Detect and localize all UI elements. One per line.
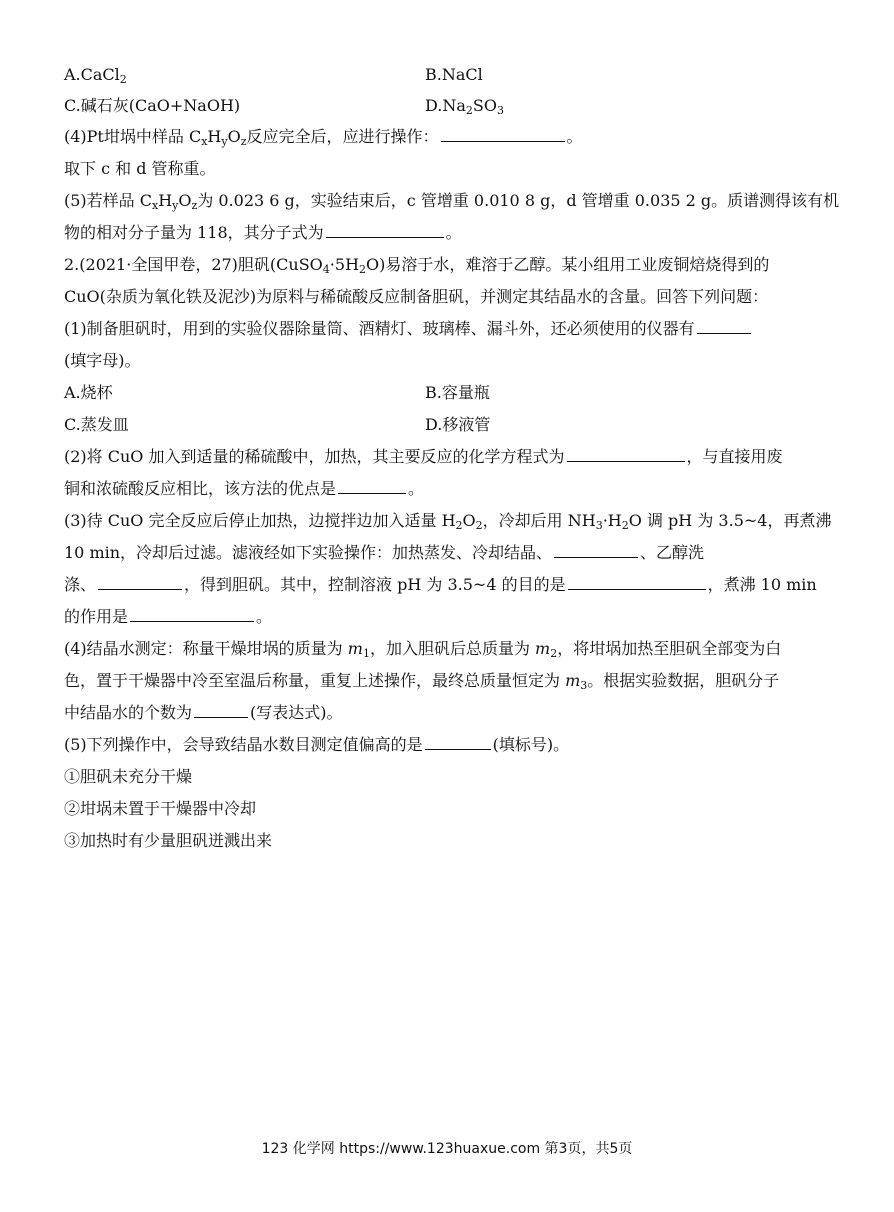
subq-3-line4: 的作用是 。 — [64, 607, 273, 626]
question-4-line1: (4)Pt坩埚中样品 $C_xH_yO_z$反应完全后，应进行操作： 。 — [64, 127, 583, 148]
answer-blank[interactable] — [326, 222, 444, 238]
answer-blank[interactable] — [194, 702, 248, 718]
subq-4-line1: (4)结晶水测定：称量干燥坩埚的质量为 $m_1$，加入胆矾后总质量为 $m_2$，将坩埚加热至胆矾全部变为白 — [64, 639, 782, 660]
subq-1-line1: (1)制备胆矾时，用到的实验仪器除量筒、酒精灯、玻璃棒、漏斗外，还必须使用的仪器有 — [64, 318, 844, 342]
subq-1-line2: (填字母)。 — [64, 351, 141, 370]
subq-1-option-row-ab — [64, 382, 844, 406]
option-c: C.蒸发皿 — [64, 415, 129, 434]
subq-1-option-row-cd — [64, 414, 844, 438]
option-d: D.移液管 — [425, 415, 491, 434]
subq-5-item-2: ②坩埚未置于干燥器中冷却 — [64, 799, 257, 818]
subq-3-line2: 10 min，冷却后过滤。滤液经如下实验操作：加热蒸发、冷却结晶、 、乙醇洗 — [64, 543, 705, 562]
problem-2-intro-line1: 2.(2021·全国甲卷，27)胆矾$(CuSO_4\cdot 5H_2O)$易溶于水，难溶于乙醇。某小组用工业废铜焙烧得到的 — [64, 255, 770, 276]
subq-2-line2: 铜和浓硫酸反应相比，该方法的优点是 。 — [64, 479, 425, 498]
subq-4-line3: 中结晶水的个数为 (写表达式)。 — [64, 703, 343, 722]
answer-blank[interactable] — [441, 126, 565, 142]
subq-2-line1: (2)将 CuO 加入到适量的稀硫酸中，加热，其主要反应的化学方程式为 ，与直接用废 — [64, 447, 783, 466]
subq-3-line3: 涤、 ，得到胆矾。其中，控制溶液 pH 为 3.5~4 的目的是 ，煮沸 10 min — [64, 575, 817, 594]
answer-blank[interactable] — [425, 734, 491, 750]
option-c: C.碱石灰(CaO+NaOH) — [64, 96, 241, 115]
answer-blank[interactable] — [554, 542, 638, 558]
option-a: A.烧杯 — [64, 383, 113, 402]
answer-blank[interactable] — [338, 478, 406, 494]
answer-blank[interactable] — [130, 606, 254, 622]
option-d: $D.Na_2SO_3$ — [425, 96, 504, 117]
question-5-line2: 物的相对分子量为 118，其分子式为 。 — [64, 223, 462, 242]
option-b: B.NaCl — [425, 65, 483, 84]
subq-5-line: (5)下列操作中，会导致结晶水数目测定值偏高的是 (填标号)。 — [64, 735, 570, 754]
answer-blank[interactable] — [568, 574, 706, 590]
answer-blank[interactable] — [697, 318, 751, 334]
problem-2-intro-line2: CuO(杂质为氧化铁及泥沙)为原料与稀硫酸反应制备胆矾，并测定其结晶水的含量。回答下列问题： — [64, 287, 769, 306]
subq-3-line1: (3)待 CuO 完全反应后停止加热，边搅拌边加入适量 $H_2O_2$，冷却后用 $NH_3\cdot H_2O$ 调 pH 为 3.5~4，再煮沸 — [64, 511, 832, 532]
answer-blank[interactable] — [567, 446, 685, 462]
subq-5-item-3: ③加热时有少量胆矾迸溅出来 — [64, 831, 273, 850]
subq-5-item-1: ①胆矾未充分干燥 — [64, 767, 193, 786]
answer-blank[interactable] — [98, 574, 182, 590]
option-a: A.CaCl$_2$ — [64, 65, 127, 86]
page-footer: 123 化学网 https://www.123huaxue.com 第3页，共5页 — [261, 1141, 633, 1157]
question-4-line2: 取下 c 和 d 管称重。 — [64, 159, 216, 178]
option-row-cd — [64, 95, 844, 119]
subq-4-line2: 色，置于干燥器中冷至室温后称量，重复上述操作，最终总质量恒定为 $m_3$。根据实验数据，胆矾分子 — [64, 671, 780, 692]
option-row-ab — [64, 64, 844, 88]
option-b: B.容量瓶 — [425, 383, 490, 402]
question-5-line1: (5)若样品 $C_xH_yO_z$为 0.023 6 g，实验结束后，c 管增重 0.010 8 g，d 管增重 0.035 2 g。质谱测得该有机 — [64, 191, 840, 212]
